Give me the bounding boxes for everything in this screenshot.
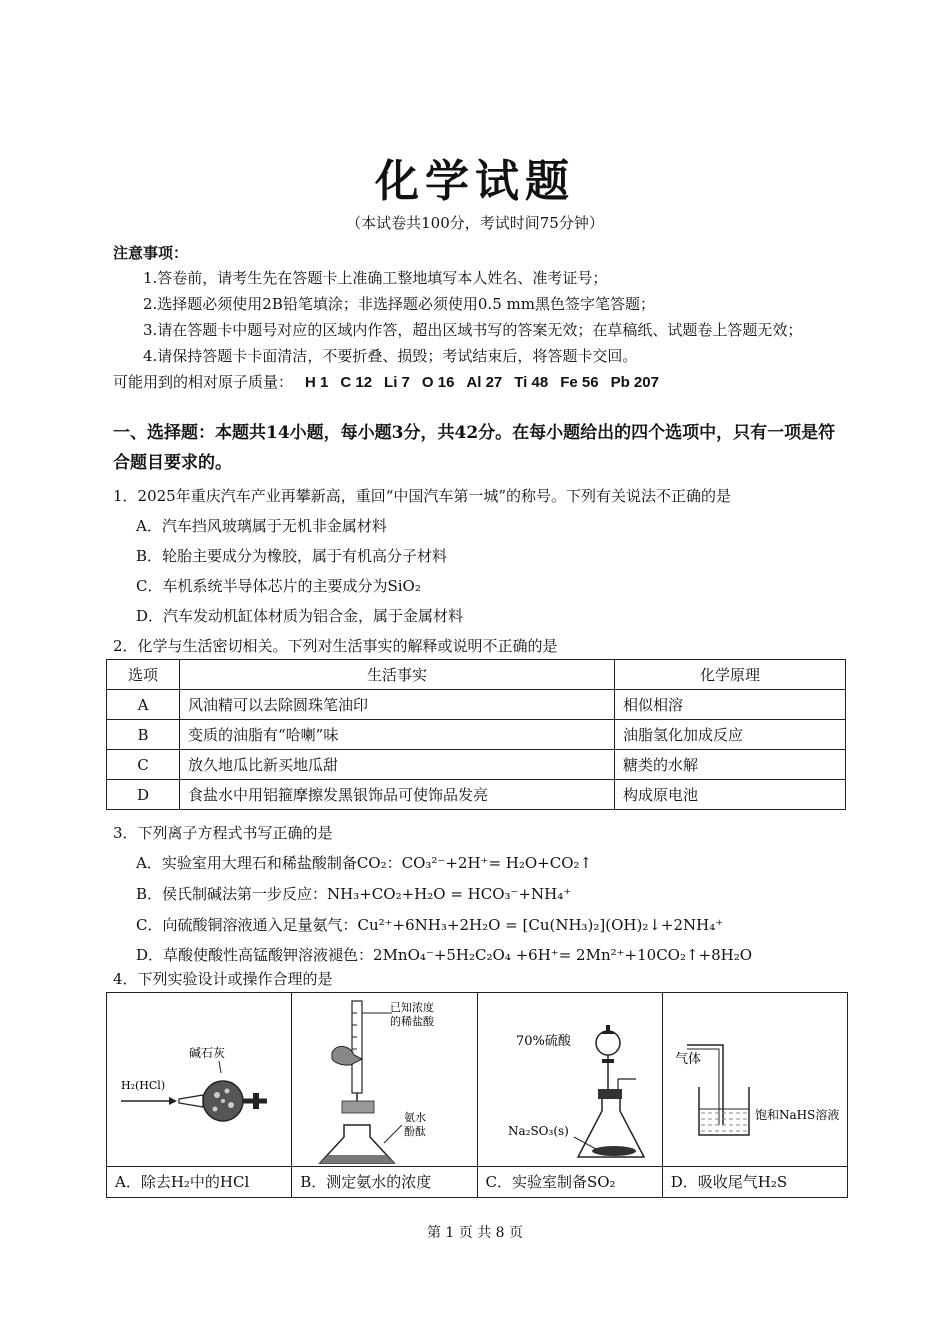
atomic-mass: O 16 — [421, 374, 455, 391]
label-ammonia: 氨水 — [404, 1111, 427, 1124]
q1-option-c: C．车机系统半导体芯片的主要成分为SiO₂ — [136, 577, 421, 595]
label-nahs-solution: 饱和NaHS溶液 — [754, 1108, 840, 1122]
atomic-mass: Fe 56 — [560, 374, 599, 391]
atomic-masses — [113, 371, 659, 392]
notes-heading: 注意事项： — [113, 244, 189, 262]
atomic-mass: H 1 — [305, 374, 329, 391]
panel-c-caption: C．实验室制备SO₂ — [478, 1166, 662, 1197]
q3-option-d: D．草酸使酸性高锰酸钾溶液褪色：2MnO₄⁻+5H₂C₂O₄ +6H⁺= 2Mn²⁺+10CO₂↑+8H₂O — [136, 946, 753, 964]
q3-option-a: A．实验室用大理石和稀盐酸制备CO₂：CO₃²⁻+2H⁺= H₂O+CO₂↑ — [136, 854, 593, 872]
table-cell: 食盐水中用铝箍摩擦发黑银饰品可使饰品发亮 — [180, 780, 615, 810]
q2-table — [106, 659, 846, 810]
atomic-mass: C 12 — [340, 374, 373, 391]
label-sulfuric-acid: 70%硫酸 — [515, 1034, 571, 1049]
atomic-masses-label: 可能用到的相对原子质量： — [113, 373, 294, 391]
note-item: 3.请在答题卡中题号对应的区域内作答，超出区域书写的答案无效；在草稿纸、试题卷上答题无效； — [143, 321, 803, 339]
atomic-mass: Al 27 — [466, 374, 503, 391]
q1-option-a: A．汽车挡风玻璃属于无机非金属材料 — [136, 517, 387, 535]
table-cell: 放久地瓜比新买地瓜甜 — [180, 750, 615, 780]
table-row — [107, 780, 846, 810]
column-header: 生活事实 — [180, 660, 615, 690]
label-gas: 气体 — [674, 1052, 701, 1067]
table-cell: D — [107, 780, 180, 810]
table-cell: 糖类的水解 — [615, 750, 846, 780]
label-soda-lime: 碱石灰 — [188, 1046, 226, 1060]
column-header: 化学原理 — [615, 660, 846, 690]
drying-tube-diagram — [107, 993, 291, 1165]
table-cell: 构成原电池 — [615, 780, 846, 810]
q3-option-b: B．侯氏制碱法第一步反应：NH₃+CO₂+H₂O = HCO₃⁻+NH₄⁺ — [136, 885, 572, 903]
label-gas-in: H₂(HCl) — [121, 1079, 166, 1092]
q4-apparatus-panels — [106, 992, 848, 1198]
q1-option-d: D．汽车发动机缸体材质为铝合金，属于金属材料 — [136, 607, 464, 625]
label-known-acid-1: 已知浓度 — [390, 1001, 435, 1014]
gas-generator-diagram — [478, 993, 662, 1165]
label-phenolphthalein: 酚酞 — [404, 1125, 427, 1138]
table-cell: 变质的油脂有“哈喇”味 — [180, 720, 615, 750]
gas-absorption-diagram — [663, 993, 847, 1165]
table-row — [107, 750, 846, 780]
atomic-mass: Li 7 — [384, 374, 410, 391]
apparatus-panel-a — [107, 993, 292, 1197]
table-cell: C — [107, 750, 180, 780]
table-cell: 风油精可以去除圆珠笔油印 — [180, 690, 615, 720]
atomic-mass: Ti 48 — [514, 374, 549, 391]
table-row — [107, 690, 846, 720]
page-number: 第 1 页 共 8 页 — [426, 1225, 524, 1241]
q3-option-c: C．向硫酸铜溶液通入足量氨气：Cu²⁺+6NH₃+2H₂O = [Cu(NH₃)₂](OH)₂↓+2NH₄⁺ — [136, 916, 724, 934]
question-4-stem: 4．下列实验设计或操作合理的是 — [113, 970, 333, 988]
table-cell: A — [107, 690, 180, 720]
atomic-mass: Pb 207 — [610, 374, 659, 391]
question-2-stem: 2．化学与生活密切相关。下列对生活事实的解释或说明不正确的是 — [113, 637, 558, 655]
column-header: 选项 — [107, 660, 180, 690]
panel-b-caption: B．测定氨水的浓度 — [292, 1166, 476, 1197]
table-header-row — [107, 660, 846, 690]
apparatus-panel-c — [478, 993, 663, 1197]
titration-diagram — [292, 993, 476, 1165]
table-cell: B — [107, 720, 180, 750]
table-cell: 相似相溶 — [615, 690, 846, 720]
label-known-acid-2: 的稀盐酸 — [390, 1015, 435, 1028]
question-3-stem: 3．下列离子方程式书写正确的是 — [113, 824, 333, 842]
panel-d-caption: D．吸收尾气H₂S — [663, 1166, 847, 1197]
note-item: 1.答卷前，请考生先在答题卡上准确工整地填写本人姓名、准考证号； — [143, 269, 608, 287]
note-item: 4.请保持答题卡卡面清洁，不要折叠、损毁；考试结束后，将答题卡交回。 — [143, 347, 638, 365]
note-item: 2.选择题必须使用2B铅笔填涂；非选择题必须使用0.5 mm黑色签字笔答题； — [143, 295, 655, 313]
exam-info: （本试卷共100分，考试时间75分钟） — [346, 214, 604, 232]
apparatus-panel-d — [663, 993, 847, 1197]
apparatus-panel-b — [292, 993, 477, 1197]
question-1-stem: 1．2025年重庆汽车产业再攀新高，重回“中国汽车第一城”的称号。下列有关说法不正确的是 — [113, 487, 732, 505]
label-sodium-sulfite: Na₂SO₃(s) — [507, 1124, 569, 1138]
section-heading: 一、选择题：本题共14小题，每小题3分，共42分。在每小题给出的四个选项中，只有一项是符合题目要求的。 — [113, 423, 836, 473]
q1-option-b: B．轮胎主要成分为橡胶，属于有机高分子材料 — [136, 547, 448, 565]
panel-a-caption: A．除去H₂中的HCl — [107, 1166, 291, 1197]
table-row — [107, 720, 846, 750]
table-cell: 油脂氢化加成反应 — [615, 720, 846, 750]
page-title: 化学试题 — [375, 156, 575, 207]
